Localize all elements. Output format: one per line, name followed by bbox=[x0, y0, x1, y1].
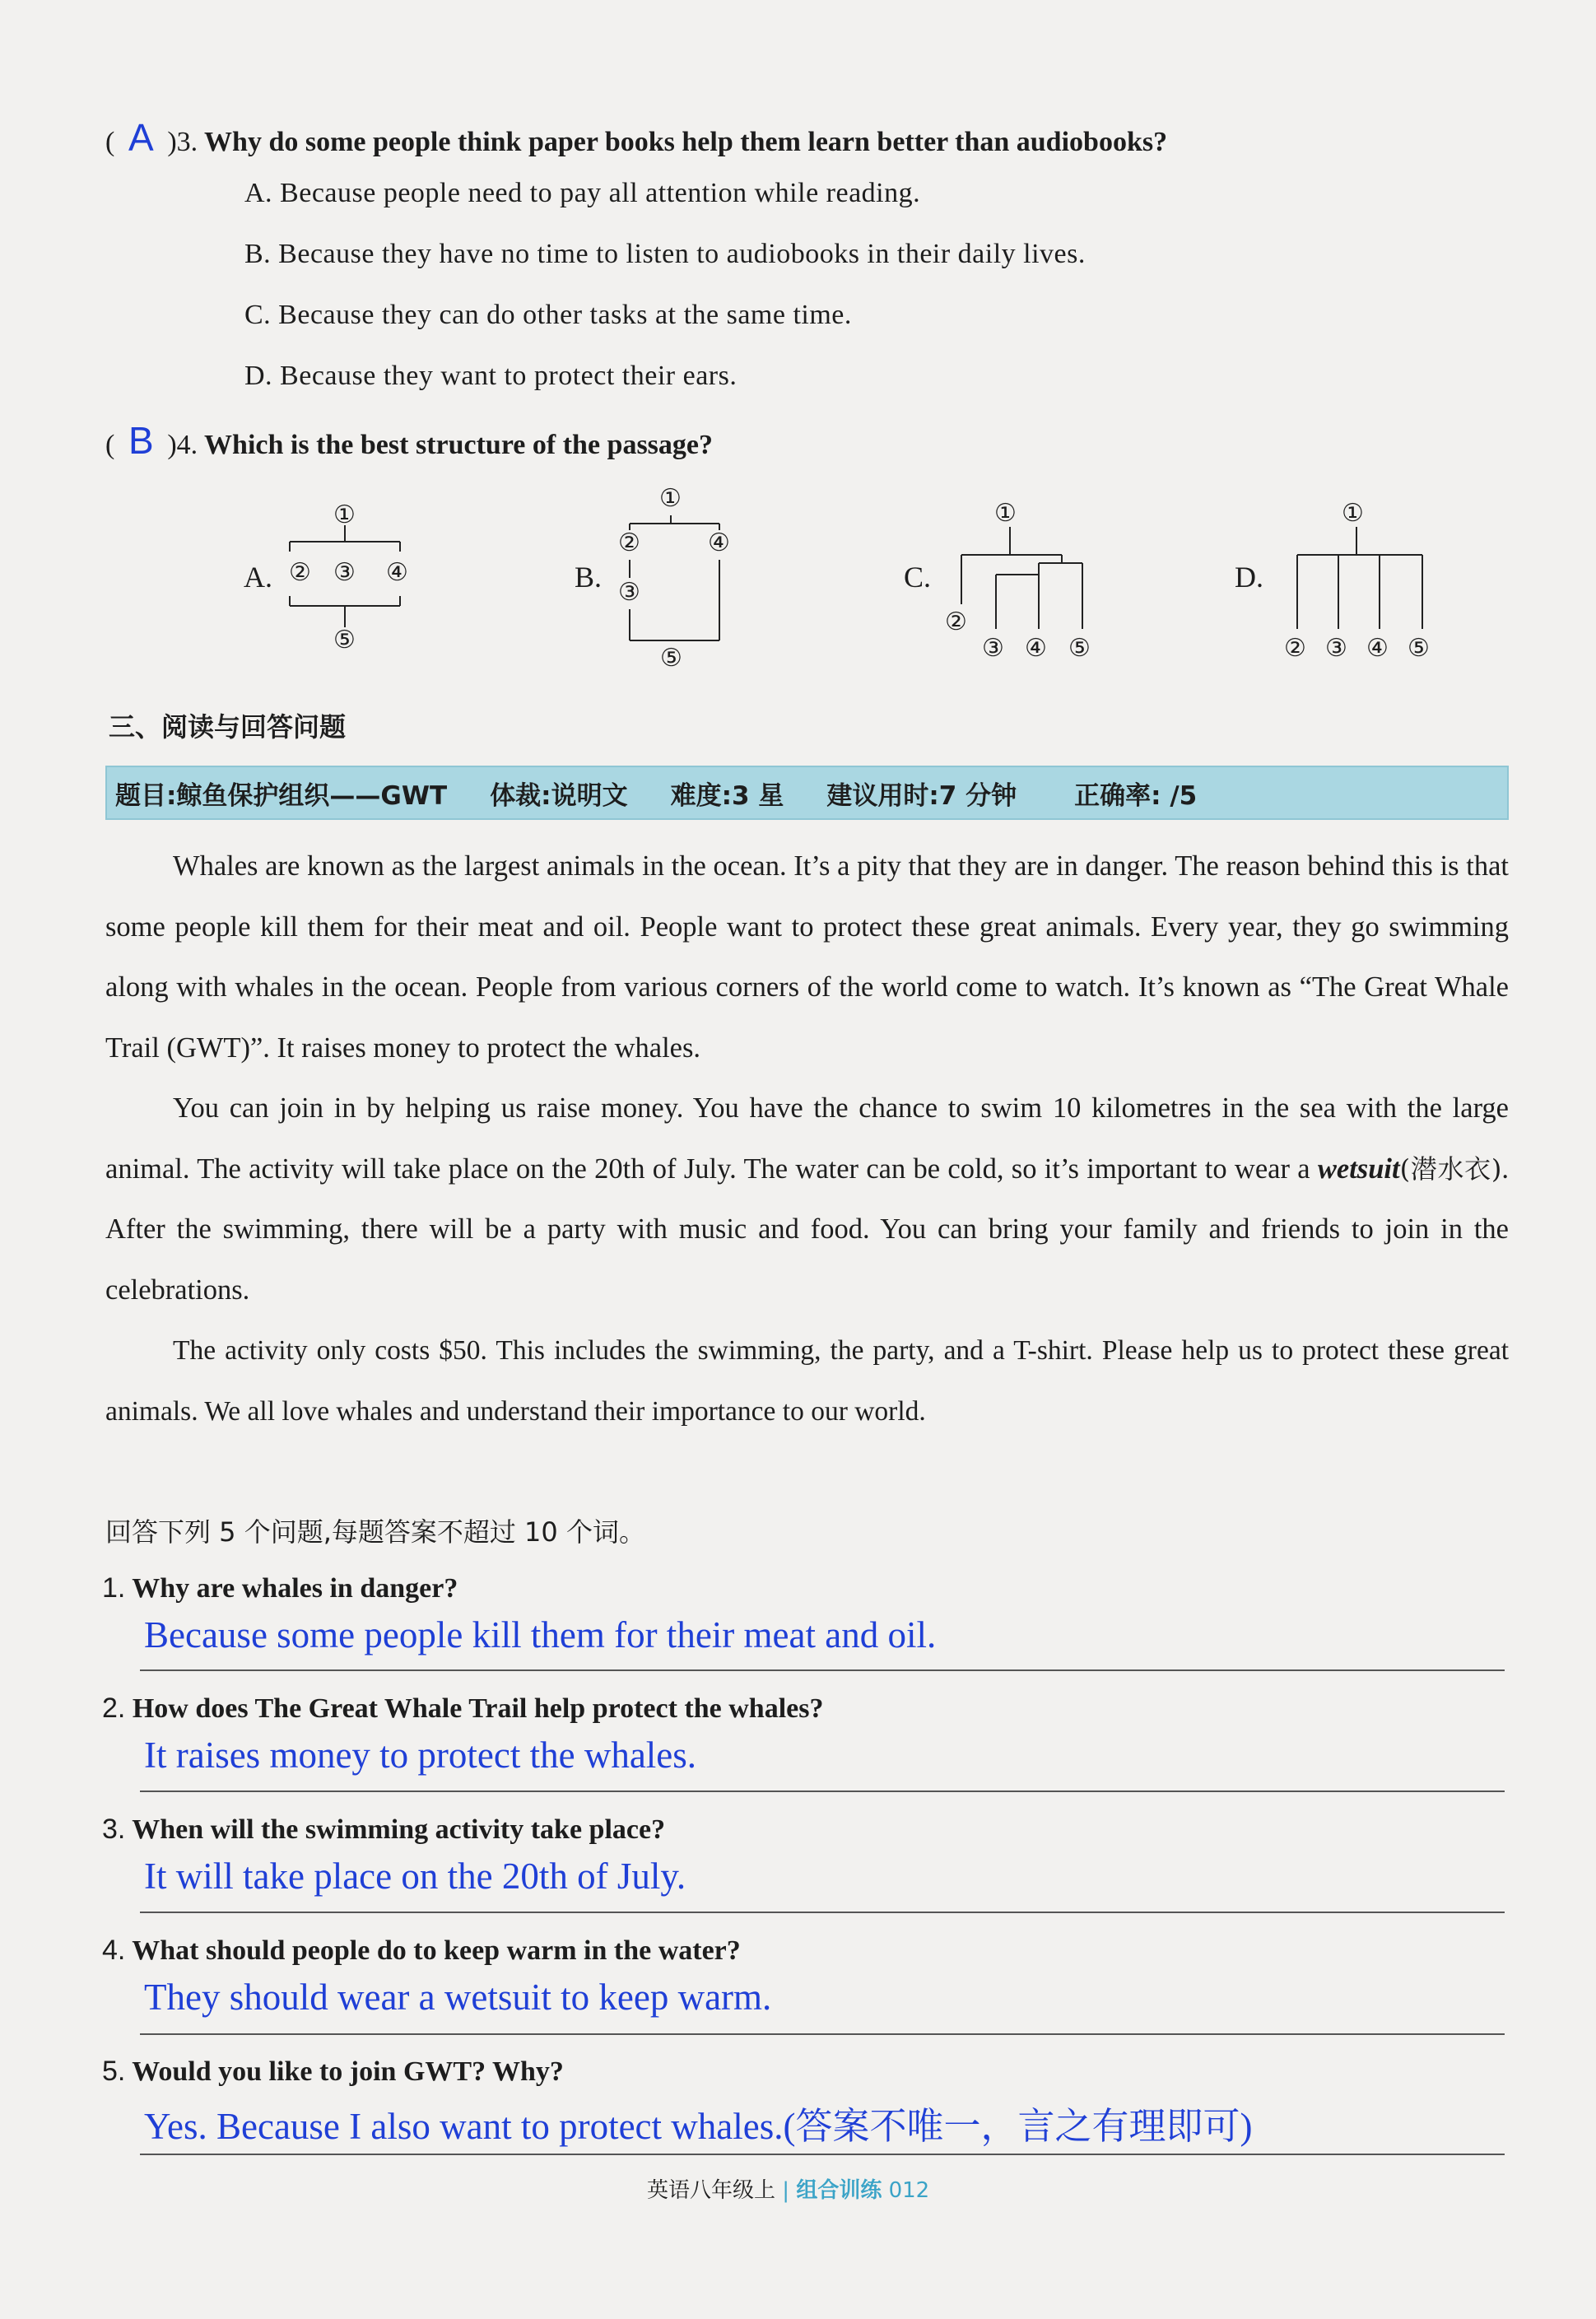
paragraph-3: The activity only costs $50. This includes the swimming, the party, and a T-shirt. Please help us to protect these great animals. We all love whales and understand their importance to our world. bbox=[105, 1335, 1509, 1427]
footer bbox=[647, 2173, 929, 2204]
qa-question-1: 1. Why are whales in danger? bbox=[102, 1572, 458, 1604]
diagram-b-node-3: ③ bbox=[618, 578, 640, 607]
diagram-c-node-1: ① bbox=[994, 499, 1017, 528]
diagram-b-node-2: ② bbox=[618, 529, 640, 557]
paragraph-2 bbox=[105, 1078, 1509, 1320]
answer-line-4 bbox=[140, 2033, 1505, 2035]
diagram-a-node-1: ① bbox=[333, 501, 356, 529]
question-number: )4. bbox=[167, 430, 198, 460]
qa-answer-3: It will take place on the 20th of July. bbox=[144, 1856, 686, 1897]
diagram-d-node-4: ④ bbox=[1366, 634, 1389, 663]
info-accuracy: 正确率: /5 bbox=[1074, 780, 1198, 811]
option-c: C. Because they can do other tasks at the same time. bbox=[244, 300, 852, 330]
diagram-a-node-4: ④ bbox=[386, 558, 408, 587]
diagram-a-node-2: ② bbox=[289, 558, 311, 587]
paren-open: ( bbox=[105, 430, 115, 460]
qa-answer-5: Yes. Because I also want to protect whales.(答案不唯一，言之有理即可) bbox=[144, 2106, 1253, 2147]
qa-answer-2: It raises money to protect the whales. bbox=[144, 1735, 697, 1776]
answer-line-5 bbox=[140, 2154, 1505, 2155]
question-4 bbox=[105, 418, 713, 463]
diagram-b-node-5: ⑤ bbox=[660, 644, 682, 673]
qa-question-5: 5. Would you like to join GWT? Why? bbox=[102, 2056, 564, 2087]
answer-letter-q3: A bbox=[128, 116, 154, 159]
passage bbox=[105, 836, 1509, 1441]
question-number: )3. bbox=[167, 127, 198, 157]
option-d: D. Because they want to protect their ears. bbox=[244, 361, 738, 391]
diagram-b-label: B. bbox=[575, 561, 603, 594]
diagram-b-lines bbox=[609, 486, 733, 667]
diagram-c-node-4: ④ bbox=[1025, 634, 1047, 663]
info-bar bbox=[105, 766, 1509, 820]
diagram-d-label: D. bbox=[1235, 561, 1263, 594]
qa-question-3: 3. When will the swimming activity take place? bbox=[102, 1814, 666, 1845]
answer-line-1 bbox=[140, 1669, 1505, 1671]
diagram-d-node-2: ② bbox=[1284, 634, 1306, 663]
info-genre: 体裁:说明文 bbox=[490, 780, 628, 811]
footer-separator: | bbox=[782, 2178, 790, 2203]
diagram-d-node-3: ③ bbox=[1325, 634, 1347, 663]
wetsuit-word: wetsuit bbox=[1317, 1153, 1400, 1185]
diagram-c-node-2: ② bbox=[945, 608, 967, 636]
diagram-b-node-4: ④ bbox=[708, 529, 730, 557]
footer-section: 组合训练 bbox=[796, 2178, 882, 2203]
diagram-c-node-3: ③ bbox=[982, 634, 1004, 663]
paren-open: ( bbox=[105, 127, 115, 157]
diagram-c-label: C. bbox=[904, 561, 932, 594]
diagram-a-node-3: ③ bbox=[333, 558, 356, 587]
paragraph-2-end: . After the swimming, there will be a party with music and food. You can bring your family and friends to join in the celebrations. bbox=[105, 1153, 1509, 1306]
answer-line-3 bbox=[140, 1912, 1505, 1913]
qa-answer-4: They should wear a wetsuit to keep warm. bbox=[144, 1977, 772, 2018]
diagram-d-node-1: ① bbox=[1342, 499, 1364, 528]
instruction: 回答下列 5 个问题,每题答案不超过 10 个词。 bbox=[105, 1516, 645, 1548]
qa-question-4: 4. What should people do to keep warm in the water? bbox=[102, 1935, 741, 1966]
qa-question-2: 2. How does The Great Whale Trail help protect the whales? bbox=[102, 1693, 824, 1724]
wetsuit-gloss: (潜水衣) bbox=[1399, 1153, 1502, 1185]
diagram-c-node-5: ⑤ bbox=[1068, 634, 1091, 663]
section-heading: 三、阅读与回答问题 bbox=[109, 711, 347, 743]
diagram-b-node-1: ① bbox=[659, 484, 682, 513]
paragraph-1: Whales are known as the largest animals in the ocean. It’s a pity that they are in danger. The reason behind this is that some people kill them for their meat and oil. People want to protect these great animals. Every year, they go swimming along with whales in the ocean. People from various corners of the world come to watch. It’s known as “The Great Whale Trail (GWT)”. It raises money to protect the whales. bbox=[105, 850, 1509, 1064]
option-b: B. Because they have no time to listen to audiobooks in their daily lives. bbox=[244, 239, 1086, 269]
diagram-a-label: A. bbox=[244, 561, 272, 594]
option-a: A. Because people need to pay all attention while reading. bbox=[244, 178, 921, 208]
info-time: 建议用时:7 分钟 bbox=[826, 780, 1017, 811]
info-difficulty: 难度:3 星 bbox=[670, 780, 784, 811]
question-3 bbox=[105, 115, 1167, 160]
footer-book: 英语八年级上 bbox=[647, 2178, 776, 2203]
info-topic: 题目:鲸鱼保护组织——GWT bbox=[115, 780, 448, 811]
paragraph-2-start: You can join in by helping us raise money. You have the chance to swim 10 kilometres in the sea with the large animal. The activity will take place on the 20th of July. The water can be cold, so it’s important to wear a bbox=[105, 1092, 1509, 1185]
answer-line-2 bbox=[140, 1790, 1505, 1792]
question-text: Why do some people think paper books help them learn better than audiobooks? bbox=[204, 127, 1168, 157]
question-text: Which is the best structure of the passage? bbox=[204, 430, 714, 460]
qa-answer-1: Because some people kill them for their meat and oil. bbox=[144, 1614, 937, 1655]
structure-diagrams bbox=[239, 486, 1523, 683]
diagram-d-node-5: ⑤ bbox=[1408, 634, 1430, 663]
diagram-a-node-5: ⑤ bbox=[333, 626, 356, 654]
footer-page: 012 bbox=[888, 2178, 930, 2203]
answer-letter-q4: B bbox=[128, 419, 154, 462]
